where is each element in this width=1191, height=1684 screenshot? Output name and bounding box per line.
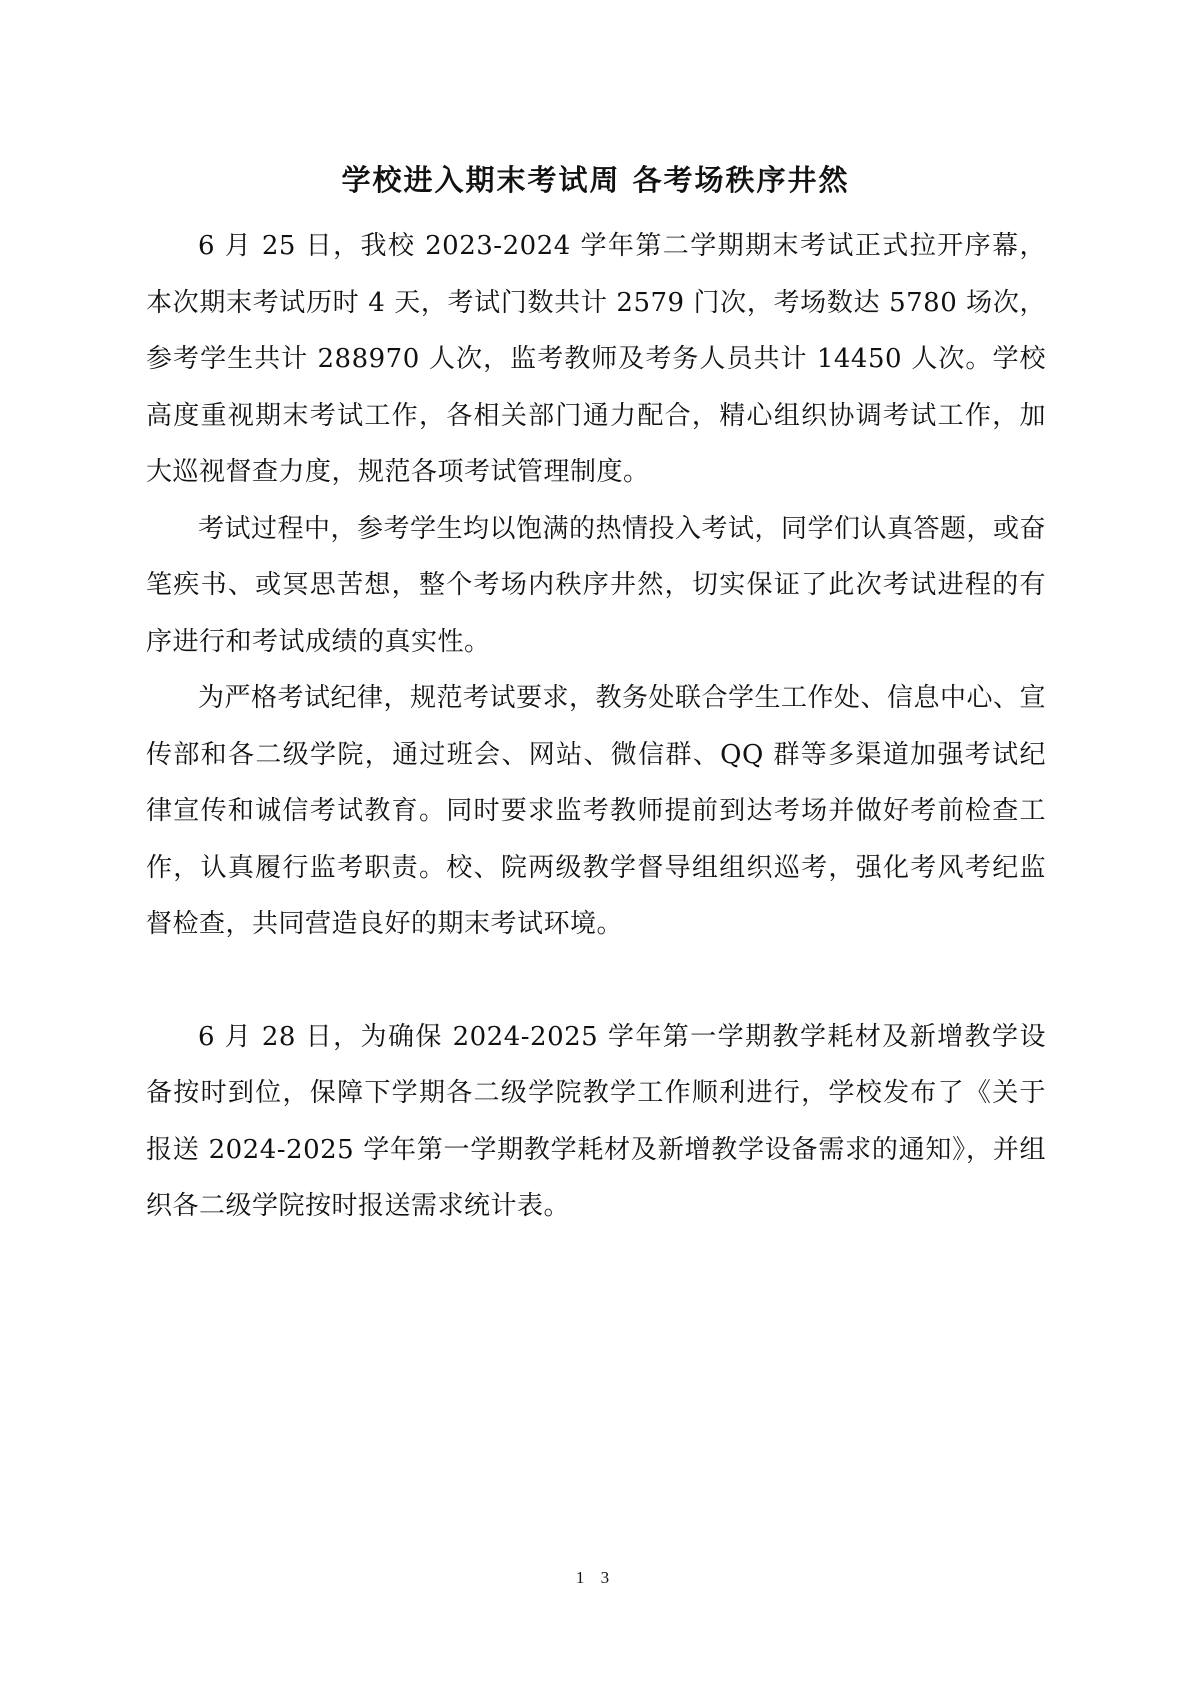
- paragraph-exam-discipline: 为严格考试纪律，规范考试要求，教务处联合学生工作处、信息中心、宣传部和各二级学院，通过班会、网站、微信群、QQ 群等多渠道加强考试纪律宣传和诚信考试教育。同时要求监考教师提前到达考场并做好考前检查工作，认真履行监考职责。校、院两级教学督导组组织巡考，强化考风考纪监督检查，共同营造良好的期末考试环境。: [146, 683, 1047, 939]
- page-title: 学校进入期末考试周 各考场秩序井然: [341, 163, 850, 197]
- paragraph-teaching-supplies: 6 月 28 日，为确保 2024-2025 学年第一学期教学耗材及新增教学设备按时到位，保障下学期各二级学院教学工作顺利进行，学校发布了《关于报送 2024-2025 学年第一学期教学耗材及新增教学设备需求的通知》，并组织各二级学院按时报送需求统计表。: [146, 1021, 1046, 1221]
- paragraph-exam-process: 考试过程中，参考学生均以饱满的热情投入考试，同学们认真答题，或奋笔疾书、或冥思苦想，整个考场内秩序井然，切实保证了此次考试进程的有序进行和考试成绩的真实性。: [146, 513, 1047, 657]
- article-body: [146, 218, 1046, 1235]
- paragraph-exam-overview: 6 月 25 日，我校 2023-2024 学年第二学期期末考试正式拉开序幕，本次期末考试历时 4 天，考试门数共计 2579 门次，考场数达 5780 场次，参考学生共计 288970 人次，监考教师及考务人员共计 14450 人次。学校高度重视期末考试工作，各相关部门通力配合，精心组织协调考试工作，加大巡视督查力度，规范各项考试管理制度。: [146, 231, 1046, 487]
- page-number: 1 3: [575, 1568, 616, 1587]
